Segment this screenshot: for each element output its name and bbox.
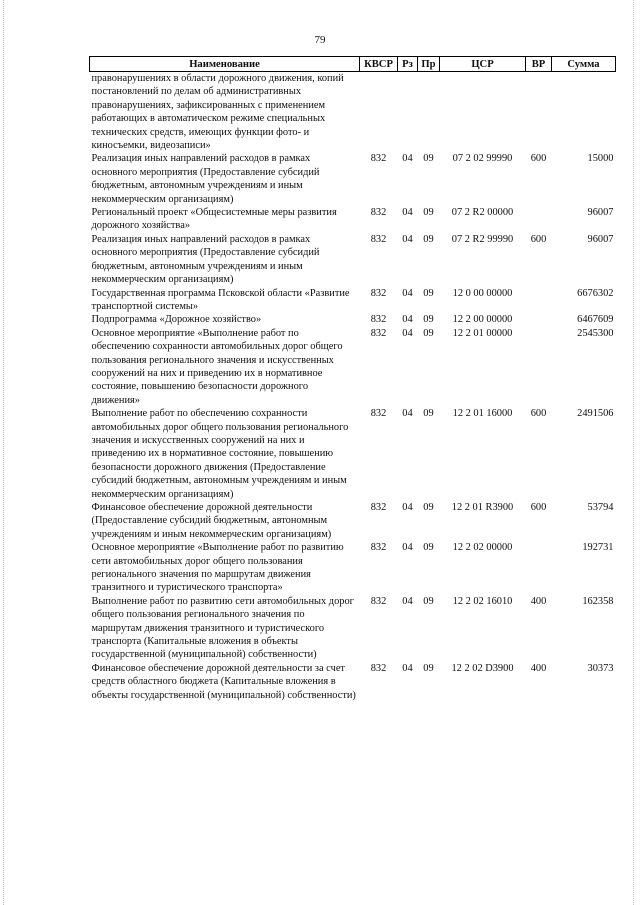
cell-kvsr: 832 [370, 287, 387, 299]
cell-kvsr: 832 [370, 662, 387, 674]
cell-kvsr: 832 [370, 153, 387, 165]
table-row [90, 72, 616, 153]
table-row [90, 233, 616, 287]
cell-name: правонарушениях в области дорожного движения, копий постановлений по делам об административных правонарушениях, зафиксированных с применением работающих в автоматическом режиме специальных технических средств, имеющих функции фото- и киносъемки, видеозаписи» [91, 73, 344, 152]
table-row [90, 327, 616, 407]
cell-kvsr: 832 [370, 542, 387, 554]
budget-table [89, 56, 616, 702]
cell-kvsr: 832 [370, 314, 387, 326]
page-number: 79 [314, 34, 326, 46]
cell-csr: 12 2 02 16010 [452, 595, 513, 607]
cell-vr: 600 [530, 502, 547, 513]
column-header-vr: ВР [526, 57, 552, 72]
cell-csr: 07 2 02 99990 [452, 153, 513, 165]
cell-name: Финансовое обеспечение дорожной деятельности за счет средств областного бюджета (Капитальные вложения в объекты государственной (муниципальной) собственности) [91, 662, 356, 701]
cell-sum: 53794 [587, 502, 614, 513]
cell-rz: 04 [402, 502, 413, 513]
cell-sum [552, 72, 616, 153]
cell-vr [526, 72, 552, 153]
cell-pr: 09 [423, 153, 434, 165]
cell-vr: 600 [530, 408, 547, 420]
table-row [90, 407, 616, 501]
cell-pr: 09 [423, 207, 434, 219]
cell-vr: 600 [530, 233, 547, 245]
cell-pr: 09 [423, 327, 434, 339]
cell-vr [526, 541, 552, 595]
cell-sum: 192731 [582, 542, 614, 554]
cell-pr: 09 [423, 233, 434, 245]
cell-name: Региональный проект «Общесистемные меры развития дорожного хозяйства» [91, 207, 337, 232]
cell-rz: 04 [402, 327, 413, 339]
cell-rz: 04 [402, 662, 413, 674]
cell-vr: 400 [530, 662, 547, 674]
cell-pr: 09 [423, 287, 434, 299]
cell-sum: 162358 [582, 595, 614, 607]
cell-rz: 04 [402, 595, 413, 607]
cell-rz: 04 [402, 408, 413, 420]
cell-kvsr [360, 72, 398, 153]
cell-pr [418, 72, 440, 153]
cell-csr: 12 2 02 D3900 [451, 662, 514, 674]
cell-vr [526, 206, 552, 233]
cell-rz: 04 [402, 153, 413, 165]
cell-kvsr: 832 [370, 207, 387, 219]
cell-name: Основное мероприятие «Выполнение работ по развитию сети автомобильных дорог общего пользования регионального значения по маршрутам движения транзитного и туристического транспорта» [91, 542, 344, 594]
cell-sum: 15000 [587, 153, 614, 165]
cell-name: Государственная программа Псковской области «Развитие транспортной системы» [91, 287, 350, 312]
cell-vr [526, 327, 552, 407]
cell-vr [526, 287, 552, 314]
scan-edge-right [633, 0, 635, 905]
cell-sum: 96007 [587, 233, 614, 245]
table-row [90, 662, 616, 702]
cell-pr: 09 [423, 662, 434, 674]
cell-name: Реализация иных направлений расходов в рамках основного мероприятия (Предоставление субсидий бюджетным, автономным учреждениям и иным некоммерческим организациям) [91, 153, 320, 205]
cell-csr: 12 2 02 00000 [452, 542, 513, 554]
cell-csr: 07 2 R2 00000 [451, 207, 514, 219]
column-header-kvsr: КВСР [360, 57, 398, 72]
cell-sum: 30373 [587, 662, 614, 674]
cell-csr: 12 2 01 R3900 [451, 502, 514, 513]
cell-pr: 09 [423, 314, 434, 326]
cell-sum: 6676302 [577, 287, 614, 299]
cell-sum: 2491506 [577, 408, 614, 420]
cell-name: Выполнение работ по обеспечению сохранности автомобильных дорог общего пользования регионального значения и искусственных сооружений на них и приведению их в нормативное состояние, повышению безопасности дорожного движения (Предоставление субсидий бюджетным, автономным учреждениям и иным некоммерческим организациям) [91, 408, 349, 500]
cell-kvsr: 832 [370, 233, 387, 245]
cell-vr: 400 [530, 595, 547, 607]
table-row [90, 595, 616, 662]
cell-sum: 2545300 [577, 327, 614, 339]
column-header-rz: Рз [398, 57, 418, 72]
cell-vr [526, 313, 552, 326]
cell-name: Финансовое обеспечение дорожной деятельности (Предоставление субсидий бюджетным, автономным учреждениям и иным некоммерческим организациям) [91, 502, 332, 540]
cell-vr: 600 [530, 153, 547, 165]
table-row [90, 501, 616, 541]
table-row [90, 313, 616, 326]
cell-name: Основное мероприятие «Выполнение работ по обеспечению сохранности автомобильных дорог общего пользования регионального значения и искусственных сооружений на них и приведению их в нормативное состояние, повышению безопасности дорожного движения» [91, 327, 343, 406]
cell-rz: 04 [402, 207, 413, 219]
cell-kvsr: 832 [370, 595, 387, 607]
table-row [90, 206, 616, 233]
cell-rz: 04 [402, 287, 413, 299]
cell-csr: 12 2 00 00000 [452, 314, 513, 326]
table-row [90, 152, 616, 206]
cell-name: Реализация иных направлений расходов в рамках основного мероприятия (Предоставление субсидий бюджетным, автономным учреждениям и иным некоммерческим организациям) [91, 233, 320, 286]
cell-csr [440, 72, 526, 153]
cell-name: Выполнение работ по развитию сети автомобильных дорог общего пользования регионального значения по маршрутам движения транзитного и туристического транспорта (Капитальные вложения в объекты государственной (муниципальной) собственности) [91, 595, 354, 661]
cell-kvsr: 832 [370, 502, 387, 513]
cell-csr: 12 2 01 00000 [452, 327, 513, 339]
table-header-row [90, 57, 616, 72]
cell-name: Подпрограмма «Дорожное хозяйство» [91, 314, 262, 326]
cell-rz: 04 [402, 233, 413, 245]
cell-csr: 12 0 00 00000 [452, 287, 513, 299]
cell-csr: 07 2 R2 99990 [451, 233, 514, 245]
cell-kvsr: 832 [370, 327, 387, 339]
column-header-name: Наименование [90, 57, 360, 72]
cell-pr: 09 [423, 502, 434, 513]
column-header-sum: Сумма [552, 57, 616, 72]
cell-rz: 04 [402, 314, 413, 326]
table-row [90, 541, 616, 595]
cell-pr: 09 [423, 408, 434, 420]
cell-sum: 96007 [587, 207, 614, 219]
cell-sum: 6467609 [577, 314, 614, 326]
cell-pr: 09 [423, 542, 434, 554]
cell-rz [398, 72, 418, 153]
table-row [90, 287, 616, 314]
cell-kvsr: 832 [370, 408, 387, 420]
column-header-csr: ЦСР [440, 57, 526, 72]
cell-csr: 12 2 01 16000 [452, 408, 513, 420]
scan-edge-left [3, 0, 5, 905]
cell-pr: 09 [423, 595, 434, 607]
cell-rz: 04 [402, 542, 413, 554]
column-header-pr: Пр [418, 57, 440, 72]
